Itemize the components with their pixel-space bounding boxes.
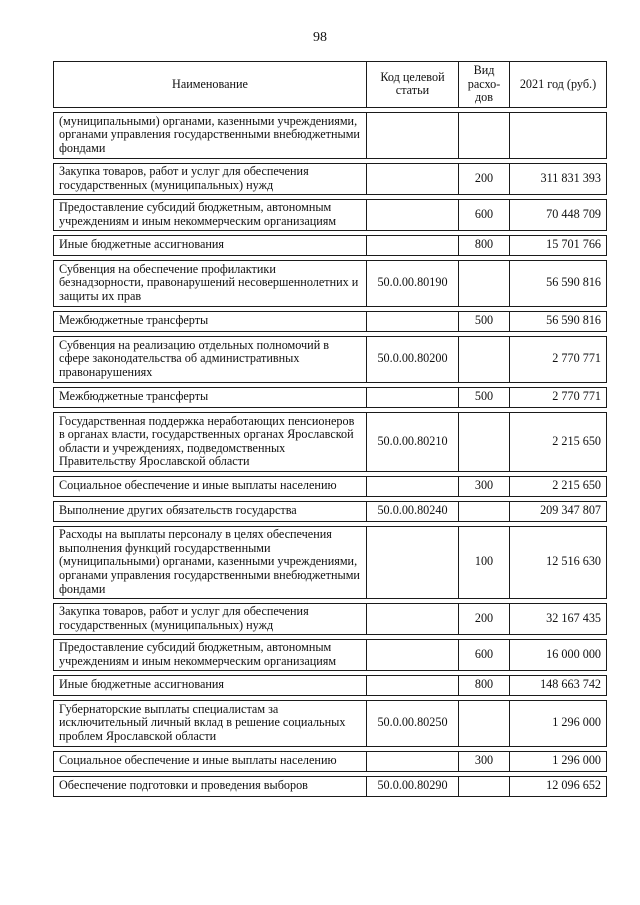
row-amount: 70 448 709 <box>510 199 607 230</box>
header-name: Наименование <box>54 62 367 108</box>
row-code <box>367 639 459 670</box>
table-row <box>54 526 607 598</box>
row-name: Закупка товаров, работ и услуг для обеспечения государственных (муниципальных) нужд <box>54 603 367 634</box>
row-code: 50.0.00.80250 <box>367 700 459 746</box>
row-name: Закупка товаров, работ и услуг для обеспечения государственных (муниципальных) нужд <box>54 163 367 194</box>
row-name: Социальное обеспечение и иные выплаты населению <box>54 476 367 496</box>
row-amount: 2 770 771 <box>510 336 607 382</box>
row-type <box>459 336 510 382</box>
row-amount: 209 347 807 <box>510 501 607 521</box>
header-code: Код целевой статьи <box>367 62 459 108</box>
row-type: 800 <box>459 675 510 695</box>
table-row <box>54 412 607 471</box>
row-code: 50.0.00.80290 <box>367 776 459 796</box>
row-amount: 1 296 000 <box>510 751 607 771</box>
row-amount: 2 770 771 <box>510 387 607 407</box>
table-row <box>54 112 607 158</box>
table-row <box>54 700 607 746</box>
row-code: 50.0.00.80240 <box>367 501 459 521</box>
row-type: 300 <box>459 476 510 496</box>
row-name: Предоставление субсидий бюджетным, автономным учреждениям и иным некоммерческим организациям <box>54 199 367 230</box>
row-amount: 16 000 000 <box>510 639 607 670</box>
row-amount: 32 167 435 <box>510 603 607 634</box>
table-row <box>54 163 607 194</box>
header-type: Вид расхо-дов <box>459 62 510 108</box>
row-type <box>459 700 510 746</box>
table-row <box>54 260 607 306</box>
budget-table <box>53 61 607 797</box>
row-amount: 56 590 816 <box>510 311 607 331</box>
row-name: Межбюджетные трансферты <box>54 311 367 331</box>
row-name: Выполнение других обязательств государства <box>54 501 367 521</box>
row-type: 300 <box>459 751 510 771</box>
row-amount: 12 516 630 <box>510 526 607 598</box>
row-type: 200 <box>459 603 510 634</box>
row-name: (муниципальными) органами, казенными учреждениями, органами управления государственными внебюджетными фондами <box>54 112 367 158</box>
row-type: 500 <box>459 387 510 407</box>
header-amount: 2021 год (руб.) <box>510 62 607 108</box>
table-row <box>54 603 607 634</box>
table-row <box>54 751 607 771</box>
row-name: Предоставление субсидий бюджетным, автономным учреждениям и иным некоммерческим организациям <box>54 639 367 670</box>
row-type: 200 <box>459 163 510 194</box>
row-code <box>367 603 459 634</box>
row-code <box>367 751 459 771</box>
row-name: Иные бюджетные ассигнования <box>54 235 367 255</box>
row-code <box>367 675 459 695</box>
table-row <box>54 501 607 521</box>
row-type <box>459 112 510 158</box>
row-name: Иные бюджетные ассигнования <box>54 675 367 695</box>
row-type <box>459 412 510 471</box>
row-amount: 56 590 816 <box>510 260 607 306</box>
row-amount: 2 215 650 <box>510 476 607 496</box>
row-amount: 148 663 742 <box>510 675 607 695</box>
row-name: Губернаторские выплаты специалистам за исключительный личный вклад в решение социальных проблем Ярославской области <box>54 700 367 746</box>
row-code <box>367 526 459 598</box>
table-row <box>54 476 607 496</box>
page-number: 98 <box>313 30 327 45</box>
row-amount: 15 701 766 <box>510 235 607 255</box>
row-code <box>367 235 459 255</box>
row-amount <box>510 112 607 158</box>
row-type: 800 <box>459 235 510 255</box>
table-row <box>54 675 607 695</box>
table-row <box>54 235 607 255</box>
row-name: Субвенция на обеспечение профилактики безнадзорности, правонарушений несовершеннолетних и защиты их прав <box>54 260 367 306</box>
row-code <box>367 199 459 230</box>
table-row <box>54 776 607 796</box>
row-type <box>459 501 510 521</box>
row-code: 50.0.00.80210 <box>367 412 459 471</box>
row-name: Расходы на выплаты персоналу в целях обеспечения выполнения функций государственными (муниципальными) органами, казенными учреждениями, органами управления государственными внебюджетными фондами <box>54 526 367 598</box>
row-amount: 2 215 650 <box>510 412 607 471</box>
table-header-row <box>54 62 607 108</box>
row-code <box>367 476 459 496</box>
row-code: 50.0.00.80190 <box>367 260 459 306</box>
row-name: Обеспечение подготовки и проведения выборов <box>54 776 367 796</box>
row-type <box>459 776 510 796</box>
table-row <box>54 199 607 230</box>
row-code: 50.0.00.80200 <box>367 336 459 382</box>
row-amount: 311 831 393 <box>510 163 607 194</box>
row-type: 500 <box>459 311 510 331</box>
table-row <box>54 311 607 331</box>
row-name: Межбюджетные трансферты <box>54 387 367 407</box>
row-code <box>367 311 459 331</box>
row-name: Субвенция на реализацию отдельных полномочий в сфере законодательства об административных правонарушениях <box>54 336 367 382</box>
row-code <box>367 387 459 407</box>
row-type: 100 <box>459 526 510 598</box>
table-row <box>54 387 607 407</box>
row-type <box>459 260 510 306</box>
row-type: 600 <box>459 639 510 670</box>
table-row <box>54 336 607 382</box>
row-amount: 1 296 000 <box>510 700 607 746</box>
row-amount: 12 096 652 <box>510 776 607 796</box>
row-type: 600 <box>459 199 510 230</box>
row-code <box>367 112 459 158</box>
row-name: Социальное обеспечение и иные выплаты населению <box>54 751 367 771</box>
row-name: Государственная поддержка неработающих пенсионеров в органах власти, государственных органах Ярославской области и учреждениях, подведомственных Правительству Ярославской области <box>54 412 367 471</box>
table-row <box>54 639 607 670</box>
row-code <box>367 163 459 194</box>
